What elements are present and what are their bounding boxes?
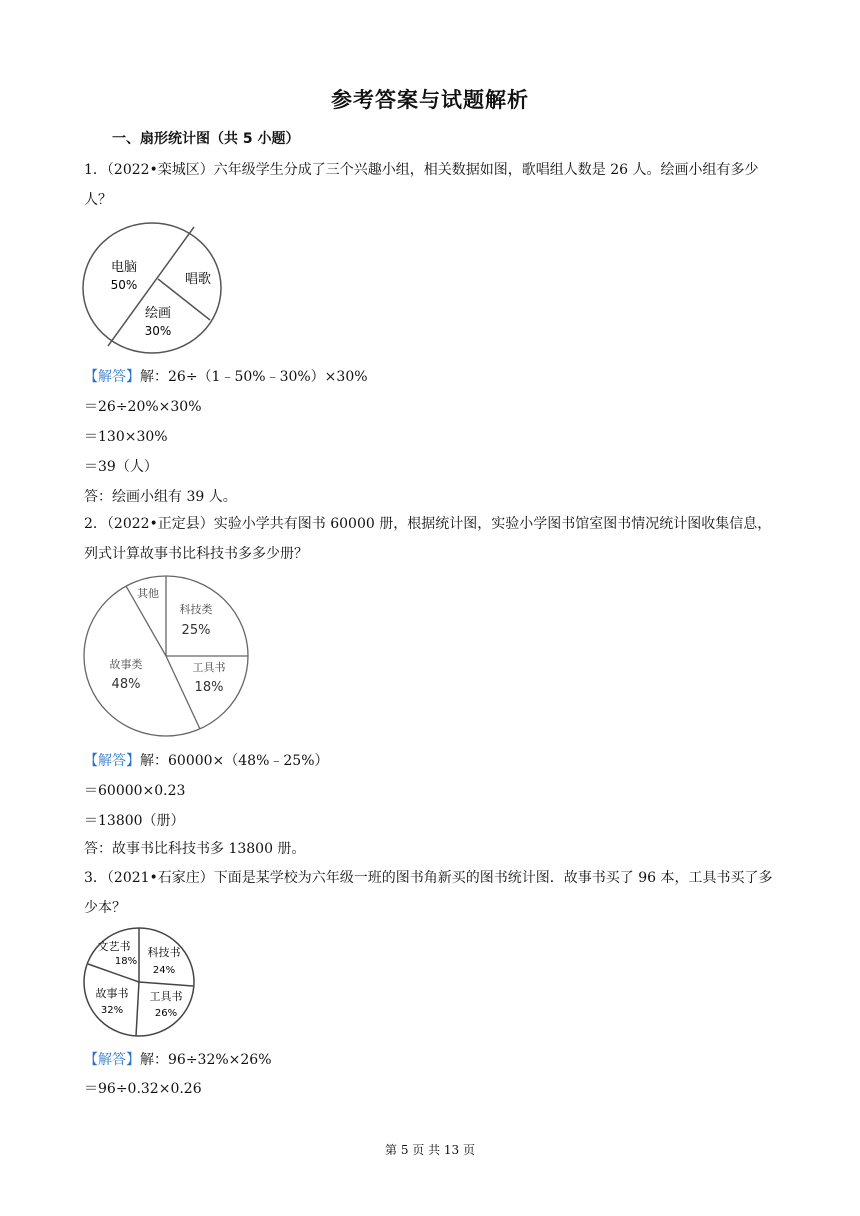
solution-1-line <box>84 366 368 386</box>
solution-2-start: 解：60000×（48%﹣25%） <box>140 753 329 769</box>
page-title: 参考答案与试题解析 <box>331 88 529 112</box>
pie-2-value-tech: 25% <box>181 623 211 638</box>
pie-chart-3 <box>82 926 196 1040</box>
pie-2-label-tools: 工具书 <box>192 661 226 674</box>
answer-tag: 【解答】 <box>84 369 140 385</box>
solution-1-step: ＝130×30% <box>84 429 168 445</box>
solution-2-line <box>84 750 329 770</box>
pie-1-label-computer: 电脑 <box>110 260 138 275</box>
pie-2-value-stories: 48% <box>111 677 141 692</box>
solution-2-step: ＝13800（册） <box>84 813 185 829</box>
pie-1-label-drawing: 绘画 <box>144 306 172 321</box>
solution-1-start: 解：26÷（1﹣50%﹣30%）×30% <box>140 369 368 385</box>
pie-3-value-literature: 18% <box>114 956 138 967</box>
pie-2-value-tools: 18% <box>194 680 224 695</box>
answer-tag: 【解答】 <box>84 1052 140 1068</box>
solution-2-step: ＝60000×0.23 <box>84 783 186 799</box>
answer-2: 答：故事书比科技书多 13800 册。 <box>84 841 306 857</box>
pie-3-value-tech: 24% <box>152 965 176 976</box>
solution-3-start: 解：96÷32%×26% <box>140 1052 272 1068</box>
pie-3-value-stories: 32% <box>100 1005 124 1016</box>
pie-2-label-stories: 故事类 <box>109 658 143 671</box>
pie-chart-1 <box>82 222 224 356</box>
answer-1: 答：绘画小组有 39 人。 <box>84 489 237 505</box>
pie-3-divider <box>136 982 139 1036</box>
pie-3-value-tools: 26% <box>154 1008 178 1019</box>
solution-1-step: ＝39（人） <box>84 459 158 475</box>
question-1-text: 1．（2022•栾城区）六年级学生分成了三个兴趣小组，相关数据如图，歌唱组人数是 26 人。绘画小组有多少人？ <box>84 162 759 208</box>
solution-3-line <box>84 1049 272 1069</box>
solution-1-step: ＝26÷20%×30% <box>84 399 202 415</box>
page-footer: 第 5 页 共 13 页 <box>385 1143 475 1157</box>
pie-2-label-tech: 科技类 <box>179 603 213 616</box>
pie-3-label-tech: 科技书 <box>147 946 181 959</box>
pie-3-label-literature: 文艺书 <box>97 940 131 953</box>
question-3-text: 3．（2021•石家庄）下面是某学校为六年级一班的图书角新买的图书统计图．故事书买了 96 本，工具书买了多少本？ <box>84 870 773 916</box>
pie-2-label-other: 其他 <box>137 587 159 600</box>
pie-chart-2 <box>82 574 252 740</box>
answer-tag: 【解答】 <box>84 753 140 769</box>
solution-3-step: ＝96÷0.32×0.26 <box>84 1081 202 1097</box>
pie-1-value-drawing: 30% <box>144 324 172 338</box>
pie-3-label-tools: 工具书 <box>149 990 183 1003</box>
pie-3-label-stories: 故事书 <box>95 987 129 1000</box>
pie-3-divider <box>139 982 193 986</box>
pie-1-label-singing: 唱歌 <box>184 272 212 287</box>
pie-1-value-computer: 50% <box>110 278 138 292</box>
question-2-text: 2．（2022•正定县）实验小学共有图书 60000 册，根据统计图，实验小学图书馆室图书情况统计图收集信息，列式计算故事书比科技书多多少册？ <box>84 516 772 562</box>
section-heading: 一、扇形统计图（共 5 小题） <box>112 131 300 147</box>
